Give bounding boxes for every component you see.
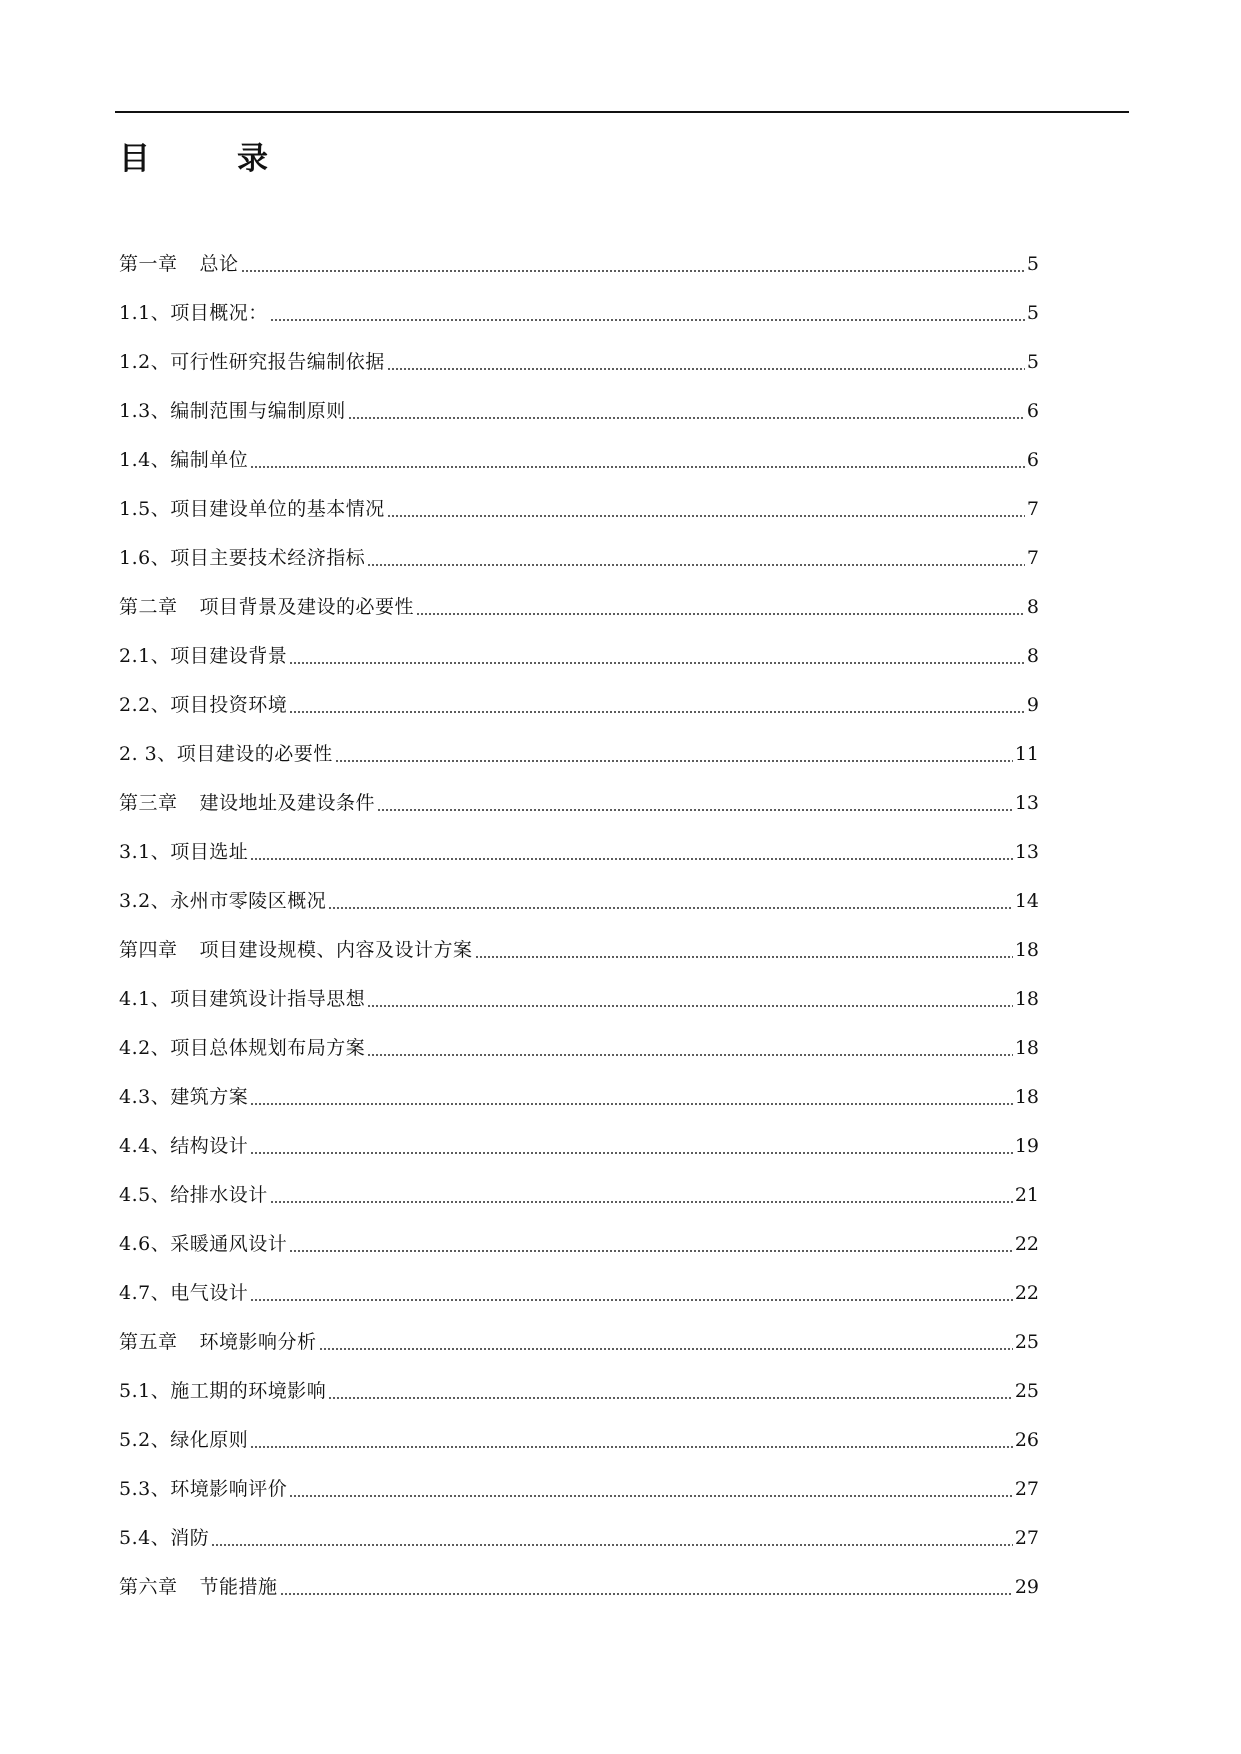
toc-section-entry[interactable] [119, 435, 1039, 484]
dot-leader [250, 1281, 1013, 1305]
dot-leader [328, 889, 1013, 913]
toc-entry-label [119, 497, 385, 521]
section-title: 项目建设的必要性 [176, 742, 333, 765]
dot-leader [211, 1526, 1013, 1550]
dot-leader [289, 644, 1025, 668]
dot-leader [416, 595, 1025, 619]
section-number: 5.3、 [119, 1477, 171, 1500]
dot-leader [475, 938, 1013, 962]
page-number: 21 [1014, 1183, 1039, 1206]
dot-leader [289, 693, 1025, 717]
section-title: 项目总体规划布局方案 [170, 1036, 366, 1059]
toc-section-entry[interactable] [119, 288, 1039, 337]
toc-entry-label [119, 448, 248, 472]
toc-title-char-2: 录 [237, 140, 268, 177]
section-title: 给排水设计 [170, 1183, 268, 1206]
dot-leader [348, 399, 1025, 423]
chapter-title: 环境影响分析 [199, 1330, 317, 1353]
page-number: 22 [1014, 1232, 1039, 1255]
toc-section-entry[interactable] [119, 1170, 1039, 1219]
page-number: 25 [1014, 1379, 1039, 1402]
toc-entry-label [119, 595, 414, 619]
toc-section-entry[interactable] [119, 631, 1039, 680]
page-number: 29 [1014, 1575, 1039, 1598]
toc-chapter-entry[interactable] [119, 925, 1039, 974]
toc-entry-label [119, 1428, 248, 1452]
dot-leader [241, 252, 1025, 276]
section-title: 项目投资环境 [170, 693, 288, 716]
toc-section-entry[interactable] [119, 1023, 1039, 1072]
section-title: 可行性研究报告编制依据 [170, 350, 385, 373]
page-number: 18 [1014, 987, 1039, 1010]
toc-entry-label [119, 742, 333, 766]
section-title: 消防 [170, 1526, 210, 1549]
section-title: 项目建设单位的基本情况 [170, 497, 385, 520]
page-number: 19 [1014, 1134, 1039, 1157]
toc-section-entry[interactable] [119, 1219, 1039, 1268]
toc-section-entry[interactable] [119, 974, 1039, 1023]
dot-leader [270, 301, 1025, 325]
section-number: 2.1、 [119, 644, 171, 667]
section-number: 1.2、 [119, 350, 171, 373]
chapter-title: 项目建设规模、内容及设计方案 [199, 938, 473, 961]
toc-entry-label [119, 987, 365, 1011]
dot-leader [328, 1379, 1013, 1403]
section-title: 项目建筑设计指导思想 [170, 987, 366, 1010]
section-number: 1.5、 [119, 497, 171, 520]
page-number: 8 [1026, 644, 1039, 667]
section-title: 项目建设背景 [170, 644, 288, 667]
toc-section-entry[interactable] [119, 1415, 1039, 1464]
toc-entry-label [119, 350, 385, 374]
chapter-number: 第三章 [119, 791, 178, 814]
section-title: 电气设计 [170, 1281, 249, 1304]
section-title: 绿化原则 [170, 1428, 249, 1451]
dot-leader [280, 1575, 1013, 1599]
toc-entry-label [119, 399, 346, 423]
dot-leader [250, 1428, 1013, 1452]
toc-entry-label [119, 1526, 209, 1550]
toc-entry-label [119, 791, 375, 815]
toc-section-entry[interactable] [119, 484, 1039, 533]
section-number: 4.1、 [119, 987, 171, 1010]
section-title: 项目选址 [170, 840, 249, 863]
toc-entry-label [119, 693, 287, 717]
chapter-number: 第四章 [119, 938, 178, 961]
chapter-title: 建设地址及建设条件 [199, 791, 376, 814]
page-number: 6 [1026, 399, 1039, 422]
toc-chapter-entry[interactable] [119, 239, 1039, 288]
page-number: 18 [1014, 938, 1039, 961]
page-number: 5 [1026, 301, 1039, 324]
section-number: 1.1、 [119, 301, 171, 324]
toc-entry-label [119, 1477, 287, 1501]
toc-chapter-entry[interactable] [119, 1317, 1039, 1366]
page-number: 5 [1026, 350, 1039, 373]
dot-leader [377, 791, 1013, 815]
dot-leader [367, 987, 1013, 1011]
toc-section-entry[interactable] [119, 533, 1039, 582]
dot-leader [319, 1330, 1013, 1354]
section-number: 3.1、 [119, 840, 171, 863]
section-number: 4.4、 [119, 1134, 171, 1157]
section-number: 4.3、 [119, 1085, 171, 1108]
toc-entry-label [119, 1330, 317, 1354]
toc-chapter-entry[interactable] [119, 778, 1039, 827]
section-number: 4.7、 [119, 1281, 171, 1304]
dot-leader [250, 1134, 1013, 1158]
page-number: 22 [1014, 1281, 1039, 1304]
page-number: 18 [1014, 1036, 1039, 1059]
toc-section-entry[interactable] [119, 337, 1039, 386]
dot-leader [387, 350, 1025, 374]
dot-leader [387, 497, 1025, 521]
chapter-number: 第五章 [119, 1330, 178, 1353]
section-number: 2. 3、 [119, 742, 177, 765]
toc-section-entry[interactable] [119, 1464, 1039, 1513]
toc-entry-label [119, 840, 248, 864]
page-number: 27 [1014, 1477, 1039, 1500]
section-number: 3.2、 [119, 889, 171, 912]
toc-list [119, 239, 1039, 1611]
toc-entry-label [119, 1575, 278, 1599]
dot-leader [335, 742, 1013, 766]
toc-entry-label [119, 1232, 287, 1256]
section-title: 项目主要技术经济指标 [170, 546, 366, 569]
page-number: 27 [1014, 1526, 1039, 1549]
toc-entry-label [119, 889, 326, 913]
toc-entry-label [119, 1085, 248, 1109]
dot-leader [289, 1477, 1013, 1501]
toc-entry-label [119, 644, 287, 668]
chapter-title: 总论 [199, 252, 239, 275]
section-title: 环境影响评价 [170, 1477, 288, 1500]
section-title: 永州市零陵区概况 [170, 889, 327, 912]
toc-entry-label [119, 1379, 326, 1403]
dot-leader [367, 1036, 1013, 1060]
page-number: 13 [1014, 840, 1039, 863]
toc-entry-label [119, 1183, 268, 1207]
page-number: 18 [1014, 1085, 1039, 1108]
toc-section-entry[interactable] [119, 1366, 1039, 1415]
toc-entry-label [119, 252, 239, 276]
toc-section-entry[interactable] [119, 1513, 1039, 1562]
toc-chapter-entry[interactable] [119, 1562, 1039, 1611]
section-number: 5.2、 [119, 1428, 171, 1451]
section-number: 1.6、 [119, 546, 171, 569]
toc-entry-label [119, 1281, 248, 1305]
chapter-title: 节能措施 [199, 1575, 278, 1598]
chapter-number: 第二章 [119, 595, 178, 618]
dot-leader [289, 1232, 1013, 1256]
section-title: 编制单位 [170, 448, 249, 471]
toc-section-entry[interactable] [119, 386, 1039, 435]
section-title: 编制范围与编制原则 [170, 399, 346, 422]
page-number: 26 [1014, 1428, 1039, 1451]
page-number: 25 [1014, 1330, 1039, 1353]
dot-leader [250, 1085, 1013, 1109]
header-rule [115, 111, 1129, 113]
section-number: 1.4、 [119, 448, 171, 471]
toc-entry-label [119, 301, 268, 325]
toc-section-entry[interactable] [119, 1268, 1039, 1317]
page-number: 13 [1014, 791, 1039, 814]
toc-section-entry[interactable] [119, 1072, 1039, 1121]
dot-leader [250, 840, 1013, 864]
toc-entry-label [119, 546, 365, 570]
section-title: 施工期的环境影响 [170, 1379, 327, 1402]
toc-section-entry[interactable] [119, 876, 1039, 925]
dot-leader [250, 448, 1025, 472]
toc-section-entry[interactable] [119, 1121, 1039, 1170]
section-title: 项目概况： [170, 301, 268, 324]
page-number: 6 [1026, 448, 1039, 471]
toc-section-entry[interactable] [119, 827, 1039, 876]
page-number: 14 [1014, 889, 1039, 912]
page-number: 11 [1014, 742, 1039, 765]
page-number: 5 [1026, 252, 1039, 275]
dot-leader [367, 546, 1025, 570]
section-title: 结构设计 [170, 1134, 249, 1157]
toc-title [119, 130, 268, 180]
section-title: 建筑方案 [170, 1085, 249, 1108]
chapter-title: 项目背景及建设的必要性 [199, 595, 415, 618]
toc-entry-label [119, 1036, 365, 1060]
chapter-number: 第一章 [119, 252, 178, 275]
toc-entry-label [119, 1134, 248, 1158]
toc-chapter-entry[interactable] [119, 582, 1039, 631]
page-number: 7 [1026, 546, 1039, 569]
page-number: 7 [1026, 497, 1039, 520]
toc-section-entry[interactable] [119, 680, 1039, 729]
section-title: 采暖通风设计 [170, 1232, 288, 1255]
section-number: 4.6、 [119, 1232, 171, 1255]
toc-section-entry[interactable] [119, 729, 1039, 778]
section-number: 5.4、 [119, 1526, 171, 1549]
section-number: 5.1、 [119, 1379, 171, 1402]
page-number: 8 [1026, 595, 1039, 618]
page-number: 9 [1026, 693, 1039, 716]
chapter-number: 第六章 [119, 1575, 178, 1598]
section-number: 1.3、 [119, 399, 171, 422]
section-number: 4.2、 [119, 1036, 171, 1059]
toc-entry-label [119, 938, 473, 962]
section-number: 2.2、 [119, 693, 171, 716]
section-number: 4.5、 [119, 1183, 171, 1206]
dot-leader [270, 1183, 1013, 1207]
toc-title-char-1: 目 [119, 140, 150, 177]
